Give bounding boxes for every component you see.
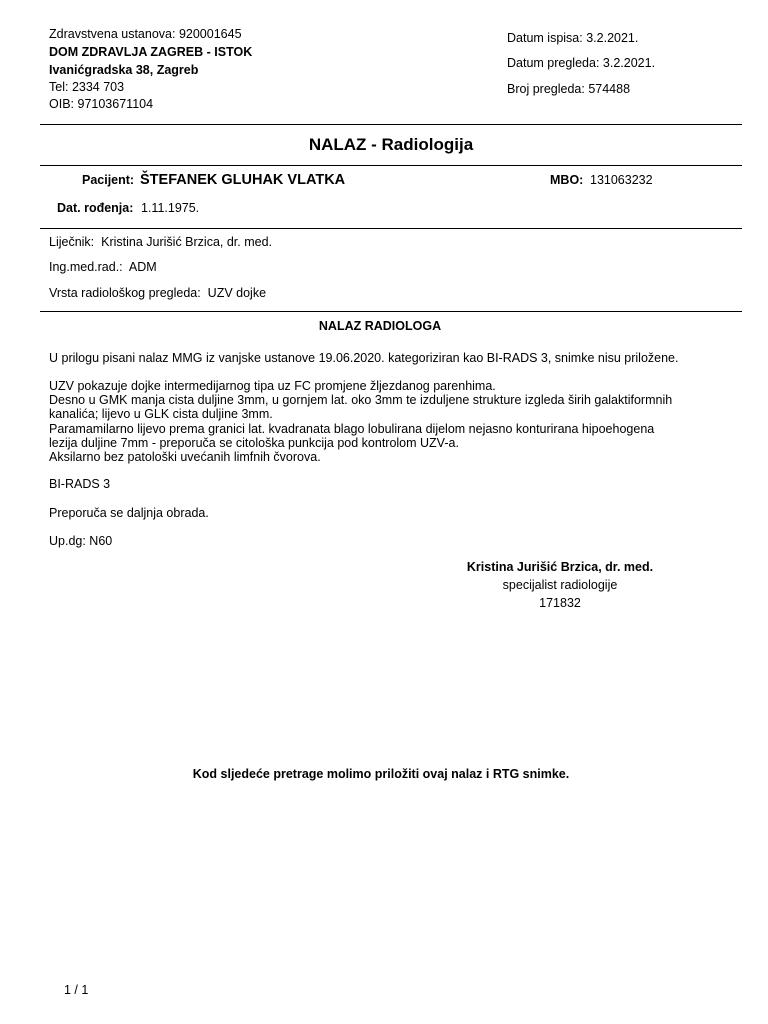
exam-date: 3.2.2021. bbox=[602, 56, 656, 70]
institution-code-label: Zdravstvena ustanova: bbox=[49, 27, 176, 41]
report-intro: U prilogu pisani nalaz MMG iz vanjske ustanove 19.06.2020. kategoriziran kao BI-RADS 3, snimke nisu priložene. bbox=[49, 351, 679, 365]
engineer-line bbox=[49, 260, 157, 274]
exam-number-label: Broj pregleda: bbox=[507, 82, 585, 96]
birads-category: BI-RADS 3 bbox=[49, 477, 111, 491]
signature-block bbox=[440, 558, 680, 612]
findings-line: Paramamilarno lijevo prema granici lat. kvadranata blago lobulirana dijelom nejasno konturirana hipoehogena bbox=[49, 421, 655, 436]
doctor-line bbox=[49, 235, 272, 249]
institution-address: Ivanićgradska 38, Zagreb bbox=[49, 63, 199, 77]
findings-line: Desno u GMK manja cista duljine 3mm, u gornjem lat. oko 3mm te izduljene strukture izgleda širih galaktiformnih bbox=[49, 393, 673, 408]
signature-title: specijalist radiologije bbox=[502, 578, 618, 592]
divider-exam bbox=[40, 311, 742, 312]
institution-code-line bbox=[49, 27, 242, 41]
mbo-value: 131063232 bbox=[590, 173, 653, 187]
print-date: 3.2.2021. bbox=[586, 31, 639, 45]
signature-number: 171832 bbox=[539, 596, 581, 610]
divider-header bbox=[40, 124, 742, 125]
exam-type-line bbox=[49, 286, 266, 300]
page-number: 1 / 1 bbox=[64, 983, 89, 997]
tel-line bbox=[49, 80, 124, 94]
institution-code: 920001645 bbox=[178, 27, 242, 41]
dob-label: Dat. rođenja: bbox=[57, 201, 134, 215]
institution-name: DOM ZDRAVLJA ZAGREB - ISTOK bbox=[49, 45, 253, 59]
oib-value: 97103671104 bbox=[77, 97, 154, 111]
signature-name: Kristina Jurišić Brzica, dr. med. bbox=[466, 560, 654, 574]
divider-patient bbox=[40, 228, 742, 229]
mbo-label: MBO: bbox=[550, 173, 584, 187]
recommendation: Preporuča se daljnja obrada. bbox=[49, 506, 209, 520]
exam-number-line bbox=[507, 82, 630, 96]
page-title: NALAZ - Radiologija bbox=[308, 135, 474, 154]
diagnosis-code: Up.dg: N60 bbox=[49, 534, 113, 548]
exam-type-label: Vrsta radiološkog pregleda: bbox=[49, 286, 201, 300]
findings-line: kanalića; lijevo u GLK cista duljine 3mm. bbox=[49, 407, 273, 422]
divider-title bbox=[40, 165, 742, 166]
findings-line: lezija duljine 7mm - preporuča se citološka punkcija pod kontrolom UZV-a. bbox=[49, 435, 459, 450]
tel-value: 2334 703 bbox=[71, 80, 125, 94]
exam-date-label: Datum pregleda: bbox=[507, 56, 600, 70]
patient-name: ŠTEFANEK GLUHAK VLATKA bbox=[140, 172, 346, 188]
patient-name-label: Pacijent: bbox=[82, 173, 135, 187]
tel-label: Tel: bbox=[49, 80, 69, 94]
footer-note: Kod sljedeće pretrage molimo priložiti ovaj nalaz i RTG snimke. bbox=[192, 767, 570, 781]
exam-type-value: UZV dojke bbox=[207, 286, 267, 300]
exam-date-line bbox=[507, 56, 655, 70]
findings-line: UZV pokazuje dojke intermedijarnog tipa uz FC promjene žljezdanog parenhima. bbox=[49, 379, 496, 393]
doctor-name: Kristina Jurišić Brzica, dr. med. bbox=[101, 235, 273, 249]
engineer-value: ADM bbox=[128, 260, 157, 274]
report-heading: NALAZ RADIOLOGA bbox=[318, 319, 442, 333]
dob-value: 1.11.1975. bbox=[141, 201, 200, 215]
print-date-line bbox=[507, 31, 638, 45]
exam-number: 574488 bbox=[588, 82, 631, 96]
oib-label: OIB: bbox=[49, 97, 75, 111]
doctor-label: Liječnik: bbox=[49, 235, 95, 249]
report-findings bbox=[49, 379, 739, 464]
findings-line: Aksilarno bez patološki uvećanih limfnih čvorova. bbox=[49, 450, 321, 465]
engineer-label: Ing.med.rad.: bbox=[49, 260, 123, 274]
oib-line bbox=[49, 97, 153, 111]
print-date-label: Datum ispisa: bbox=[507, 31, 583, 45]
